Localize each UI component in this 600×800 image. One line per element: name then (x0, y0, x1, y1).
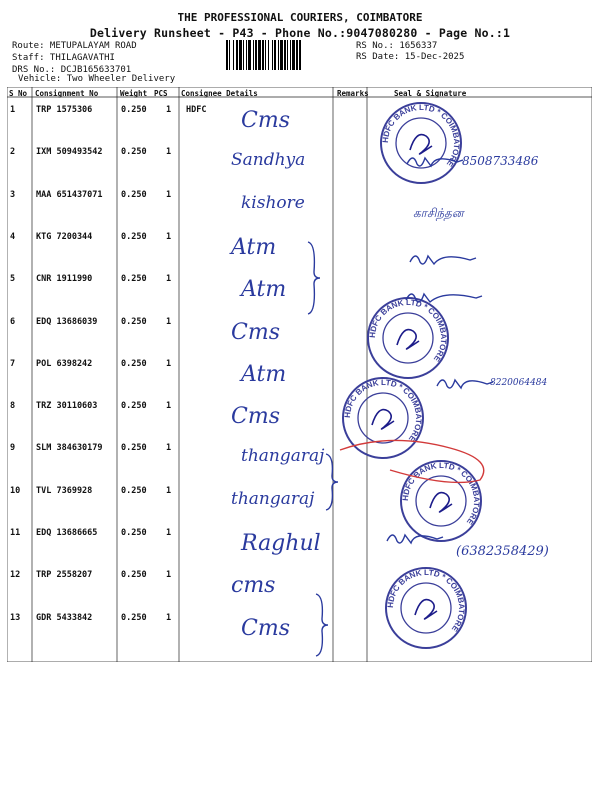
row-consignment-no: TRP 2558207 (36, 570, 93, 581)
row-consignment-no: CNR 1911990 (36, 274, 93, 285)
col-weight: Weight (120, 89, 148, 98)
row-consignee-handwritten: kishore (241, 192, 305, 213)
row-weight: 0.250 (121, 443, 147, 454)
row-weight: 0.250 (121, 316, 147, 327)
row-consignment-no: TVL 7369928 (36, 485, 93, 496)
row-pcs: 1 (166, 443, 172, 454)
row-weight: 0.250 (121, 401, 147, 412)
svg-text:HDFC BANK LTD * COIMBATORE: HDFC BANK LTD * COIMBATORE (380, 102, 462, 169)
col-consignment: Consignment No (35, 89, 99, 98)
row-consignee-handwritten: Cms (231, 319, 280, 345)
svg-text:HDFC BANK LTD * COIMBATORE: HDFC BANK LTD * COIMBATORE (342, 377, 424, 444)
row-pcs: 1 (166, 570, 172, 581)
col-seal-signature: Seal & Signature (394, 89, 467, 98)
signature-row-11 (385, 527, 445, 549)
row-consignment-no: TRP 1575306 (36, 105, 93, 115)
row-consignment-no: KTG 7200344 (36, 231, 93, 242)
row-pcs: 1 (166, 231, 172, 242)
row-pcs: 1 (166, 485, 172, 496)
rs-number-field: RS No.: 1656337 (356, 41, 438, 51)
rs-date-field: RS Date: 15-Dec-2025 (356, 52, 465, 62)
row-consignee-handwritten: Atm (241, 277, 287, 303)
company-title: THE PROFESSIONAL COURIERS, COIMBATORE (177, 11, 423, 24)
col-sno: S No (9, 89, 28, 98)
row-pcs: 1 (166, 147, 172, 158)
row-sno: 7 (10, 358, 16, 369)
hdfc-bank-stamp (378, 100, 464, 186)
signature-row-5 (404, 286, 484, 308)
row-consignee-handwritten: cms (231, 573, 276, 599)
row-sno: 12 (10, 570, 21, 581)
row-weight: 0.250 (121, 105, 147, 115)
signature-note-row-3: காசிந்தன (413, 206, 464, 220)
row-pcs: 1 (166, 528, 172, 538)
row-weight: 0.250 (121, 528, 147, 538)
row-consignee-handwritten: thangaraj (241, 446, 325, 467)
row-consignee-printed: HDFC (186, 105, 207, 115)
row-consignee-handwritten: thangaraj (231, 488, 315, 509)
row-consignment-no: POL 6398242 (36, 358, 93, 369)
row-pcs: 1 (166, 316, 172, 327)
row-pcs: 1 (166, 612, 172, 623)
signature-row-2 (405, 150, 465, 172)
row-consignment-no: EDQ 13686665 (36, 528, 98, 538)
red-ink-mark (330, 430, 500, 490)
svg-text:HDFC BANK LTD * COIMBATORE: HDFC BANK LTD * COIMBATORE (385, 567, 467, 634)
row-sno: 1 (10, 105, 16, 115)
row-consignment-no: IXM 509493542 (36, 147, 103, 158)
row-consignment-no: SLM 384630179 (36, 443, 103, 454)
row-weight: 0.250 (121, 612, 147, 623)
row-consignment-no: EDQ 13686039 (36, 316, 98, 327)
row-weight: 0.250 (121, 147, 147, 158)
row-sno: 2 (10, 147, 16, 158)
barcode (226, 40, 352, 70)
svg-text:HDFC BANK LTD * COIMBATORE: HDFC BANK LTD * COIMBATORE (400, 460, 482, 527)
row-sno: 10 (10, 485, 21, 496)
row-consignee-handwritten: Raghul (241, 531, 321, 556)
brace-group-atm (306, 240, 322, 316)
signature-note-row-7: 8220064484 (490, 378, 548, 388)
row-consignee-handwritten: Cms (231, 404, 280, 430)
route-field: Route: METUPALAYAM ROAD (12, 41, 137, 51)
col-consignee: Consignee Details (181, 89, 258, 98)
row-pcs: 1 (166, 358, 172, 369)
row-consignment-no: GDR 5433842 (36, 612, 93, 623)
row-sno: 11 (10, 528, 21, 538)
staff-field: Staff: THILAGAVATHI (12, 53, 115, 63)
hdfc-bank-stamp (383, 565, 469, 651)
row-sno: 6 (10, 316, 16, 327)
row-weight: 0.250 (121, 231, 147, 242)
row-consignee-handwritten: Cms (241, 615, 290, 641)
col-pcs: PCS (154, 89, 168, 98)
runsheet-subtitle: Delivery Runsheet - P43 - Phone No.:9047080280 - Page No.:1 (89, 26, 511, 40)
signature-row-4 (408, 248, 478, 270)
row-pcs: 1 (166, 401, 172, 412)
row-sno: 13 (10, 612, 21, 623)
row-sno: 3 (10, 189, 16, 200)
row-weight: 0.250 (121, 358, 147, 369)
runsheet-grid (7, 87, 592, 662)
row-sno: 4 (10, 231, 16, 242)
svg-text:HDFC BANK LTD * COIMBATORE: HDFC BANK LTD * COIMBATORE (367, 297, 449, 364)
drs-field: DRS No.: DCJB165633701 (12, 65, 132, 75)
row-consignee-handwritten: Sandhya (231, 150, 306, 171)
signature-note-row-2: 8508733486 (462, 154, 539, 168)
row-consignee-handwritten: Cms (241, 108, 290, 133)
row-consignment-no: TRZ 30110603 (36, 401, 98, 412)
col-remarks: Remarks (337, 89, 369, 98)
row-sno: 9 (10, 443, 16, 454)
row-weight: 0.250 (121, 485, 147, 496)
row-consignee-handwritten: Atm (241, 361, 287, 387)
signature-row-7 (435, 372, 495, 394)
brace-group-cms (314, 592, 330, 658)
row-weight: 0.250 (121, 189, 147, 200)
row-sno: 5 (10, 274, 16, 285)
row-consignee-handwritten: Atm (231, 234, 277, 260)
row-weight: 0.250 (121, 274, 147, 285)
row-weight: 0.250 (121, 570, 147, 581)
signature-note-row-11: (6382358429) (456, 544, 549, 559)
row-pcs: 1 (166, 105, 172, 115)
row-consignment-no: MAA 651437071 (36, 189, 103, 200)
row-sno: 8 (10, 401, 16, 412)
row-pcs: 1 (166, 274, 172, 285)
vehicle-field: Vehicle: Two Wheeler Delivery (18, 74, 176, 84)
row-pcs: 1 (166, 189, 172, 200)
